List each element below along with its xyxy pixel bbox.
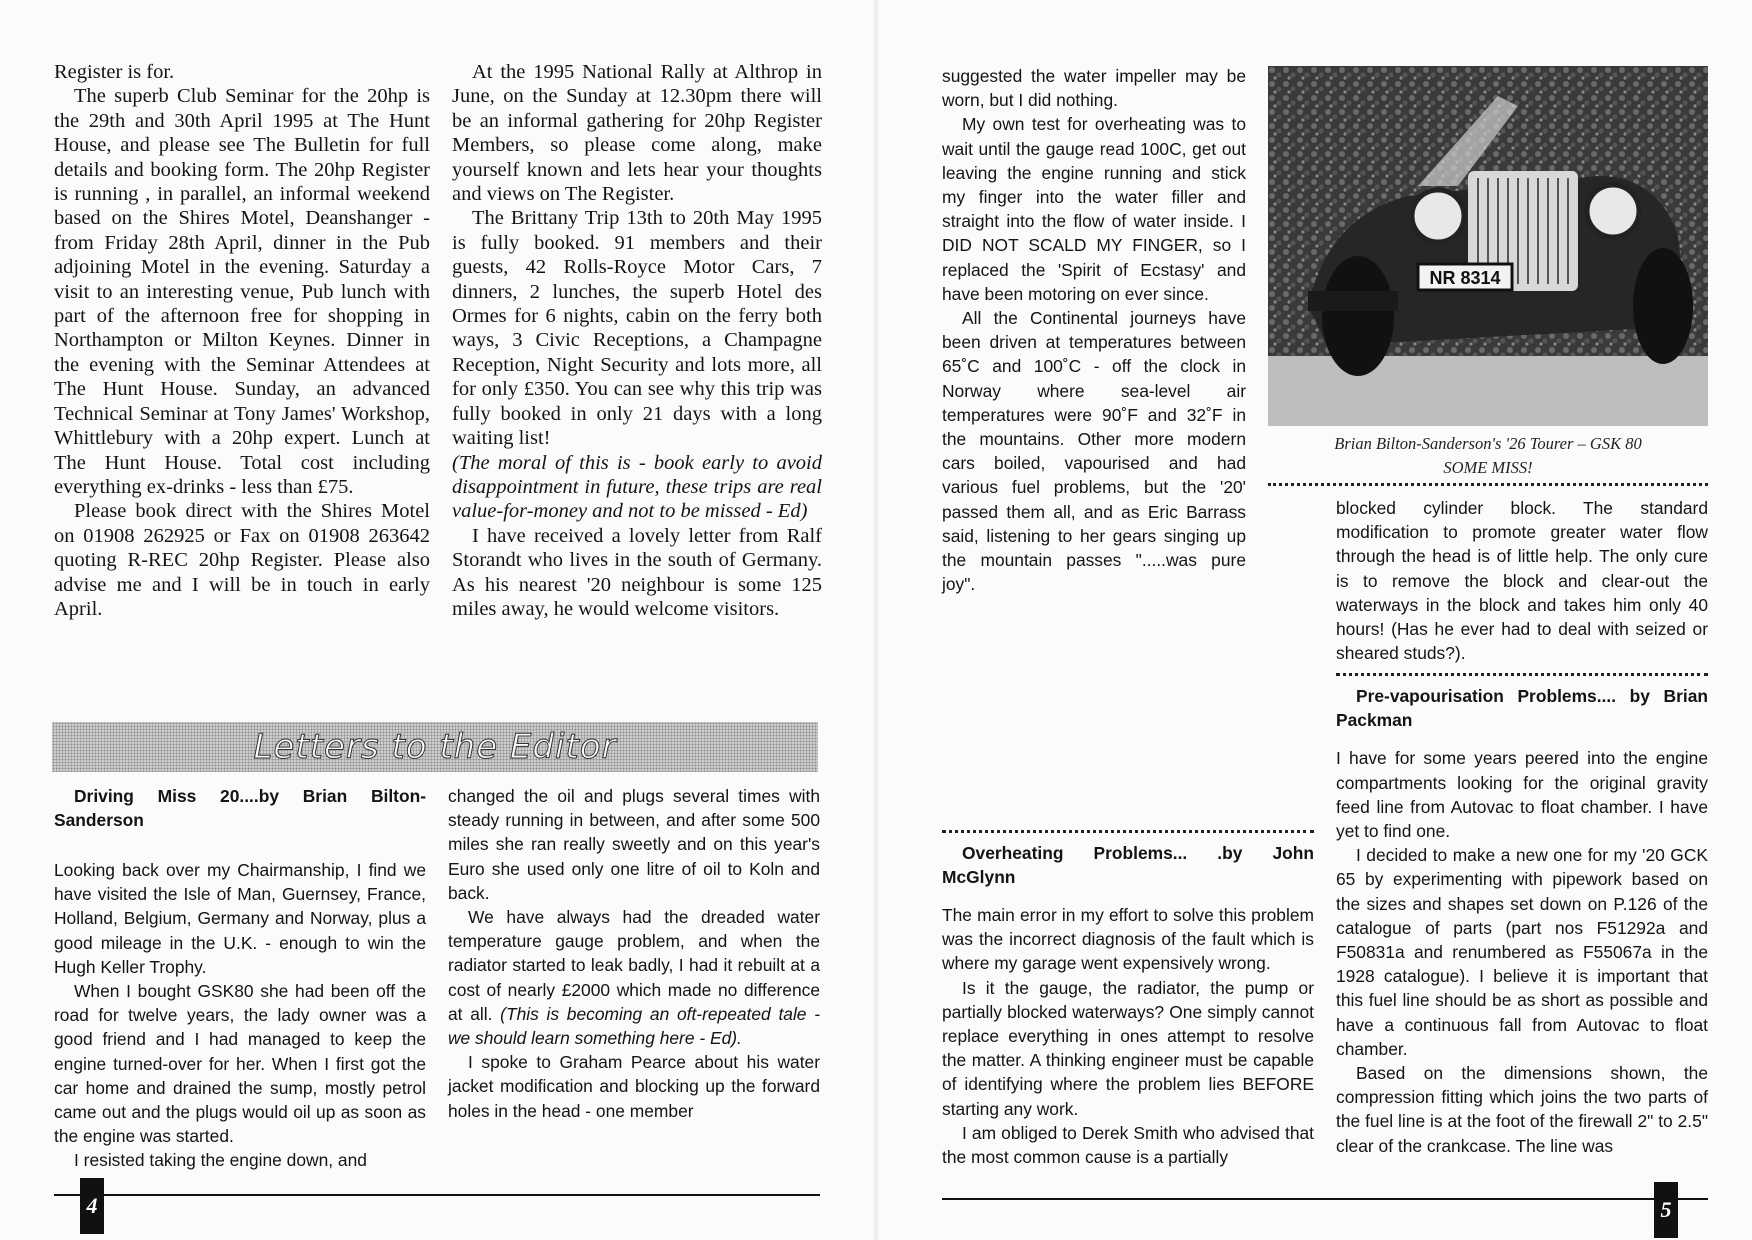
letter-heading: Overheating Problems... .by John McGlynn	[942, 843, 1314, 887]
number-plate: NR 8314	[1429, 268, 1501, 288]
paragraph: When I bought GSK80 she had been off the road for twelve years, the lady owner was a good friend and I had managed to keep the engine turned-over for her. When I first got the car home and drained the sump, mostly petrol came out and the plugs would oil up as soon as the engine was started.	[54, 981, 426, 1147]
section-banner	[52, 722, 818, 772]
paragraph: Please book direct with the Shires Motel on 01908 262925 or Fax on 01908 263642 quoting R-REC 20hp Register. Please also advise me and I will be in touch in early April.	[54, 500, 430, 620]
paragraph: My own test for overheating was to wait until the gauge read 100C, get out leaving the engine running and stick my finger into the water filler and straight into the flow of water inside. I DID NOT SCALD MY FINGER, so I replaced the 'Spirit of Ecstasy' and have been motoring on ever since.	[942, 114, 1246, 304]
paragraph: At the 1995 National Rally at Althrop in June, on the Sunday at 12.30pm there will be an informal gathering for 20hp Register Members, so please come along, make yourself known and lets hear your thoughts and views on The Register.	[452, 61, 822, 206]
paragraph: The main error in my effort to solve this problem was the incorrect diagnosis of the fault which is where my garage went expensively wrong.	[942, 905, 1314, 974]
paragraph: suggested the water impeller may be worn, but I did nothing.	[942, 66, 1246, 111]
divider	[942, 830, 1314, 833]
paragraph: Based on the dimensions shown, the compression fitting which joins the two parts of the fuel line is at the foot of the firewall 2" to 2.5" clear of the crankcase. The line was	[1336, 1063, 1708, 1156]
car-photo-image	[1268, 66, 1708, 426]
paragraph: I decided to make a new one for my '20 GCK 65 by experimenting with pipework based on the sizes and shapes set down on P.126 of the catalogue of parts (part nos F51292a and F50831a and renumbered as F55067a in the 1928 catalogue). I believe it is important that this fuel line should be as short as possible and have a continuous fall from Autovac to float chamber.	[1336, 845, 1708, 1059]
banner-title: Letters to the Editor	[253, 727, 617, 767]
editor-note: (This is becoming an oft-repeated tale - we should learn something here - Ed).	[448, 1003, 820, 1049]
caption-line-1: Brian Bilton-Sanderson's '26 Tourer – GSK 80	[1334, 434, 1642, 453]
page-number-5: 5	[1654, 1182, 1678, 1238]
paragraph: blocked cylinder block. The standard modification to promote greater water flow through the head is of little help. The only cure is to remove the block and clear-out the waterways in the block and takes him only 40 hours! (Has he ever had to deal with seized or sheared studs?).	[1336, 498, 1708, 664]
letter-heading: Pre-vapourisation Problems.... by Brian Packman	[1336, 686, 1708, 731]
paragraph: I have for some years peered into the engine compartments looking for the original gravity feed line from Autovac to float chamber. I have yet to find one.	[1336, 748, 1708, 842]
page4-letters-column-1	[54, 784, 426, 1171]
paragraph: The Brittany Trip 13th to 20th May 1995 is fully booked. 91 members and their guests, 42 Rolls-Royce Motor Cars, 7 dinners, 2 lunches, the superb Hotel des Ormes for 6 nights, cabin on the ferry both ways, 3 Civic Receptions, a Champagne Reception, Night Security and lots more, all for only £350. You can see why this trip was fully booked in only 21 days with a long waiting list!	[452, 207, 822, 450]
paragraph: Looking back over my Chairmanship, I find we have visited the Isle of Man, Guernsey, France, Holland, Belgium, Germany and Norway, plus a good mileage in the U.K. - enough to win the Hugh Keller Trophy.	[54, 860, 426, 977]
paragraph: All the Continental journeys have been driven at temperatures between 65˚C and 100˚C - off the clock in Norway where sea-level air temperatures were 90˚F and 32˚F in the mountains. Other more modern cars boiled, vapourised and had various fuel problems, but the '20' passed them all, and as Eric Barrass said, listening to her gears singing up the mountain passes ".....was pure joy".	[942, 308, 1246, 595]
page4-footer-rule	[54, 1194, 820, 1196]
paragraph	[448, 905, 820, 1050]
page4-column-2	[452, 60, 822, 700]
page5-column-1-bottom	[942, 496, 1314, 1166]
caption-line-2: SOME MISS!	[1443, 458, 1533, 477]
paragraph: I am obliged to Derek Smith who advised that the most common cause is a partially	[942, 1122, 1314, 1168]
paragraph: I have received a lovely letter from Ralf Storandt who lives in the south of Germany. As his nearest '20 neighbour is some 125 miles away, he would welcome visitors.	[452, 524, 822, 620]
paragraph: Is it the gauge, the radiator, the pump or partially blocked waterways? One simply cannot replace everything in ones attempt to resolve the matter. A thinking engineer must be capable of identifying where the problem lies BEFORE starting any work.	[942, 977, 1314, 1119]
car-photo	[1268, 66, 1708, 426]
paragraph: changed the oil and plugs several times with steady running in between, and after some 500 miles she ran really sweetly and on this year's Euro she used only one litre of oil to Koln and back.	[448, 786, 820, 903]
paragraph: The superb Club Seminar for the 20hp is the 29th and 30th April 1995 at The Hunt House, and please see The Bulletin for full details and booking form. The 20hp Register is running , in parallel, an informal weekend based on the Shires Motel, Deanshanger - from Friday 28th April, dinner in the Pub adjoining Motel in the evening. Saturday a visit to an interesting venue, Pub lunch with part of the afternoon free for shopping in Northampton or Milton Keynes. Dinner in the evening with the Seminar Attendees at The Hunt House. Sunday, an advanced Technical Seminar at Tony James' Workshop, Whittlebury with a 20hp expert. Lunch at The Hunt House. Total cost including everything ex-drinks - less than £75.	[54, 85, 430, 498]
page4-column-1	[54, 60, 430, 700]
paragraph: I resisted taking the engine down, and	[74, 1150, 367, 1171]
page5-column-2	[1336, 496, 1708, 1166]
paragraph: I spoke to Graham Pearce about his water jacket modification and blocking up the forward holes in the head - one member	[448, 1052, 820, 1121]
divider	[1336, 673, 1708, 676]
paragraph-text: We have always had the dreaded water temperature gauge problem, and when the radiator started to leak badly, I had it rebuilt at a cost of nearly £2000 which made no difference at all.	[448, 907, 820, 1024]
page-number-4: 4	[80, 1178, 104, 1234]
page-fold	[873, 0, 879, 1240]
letter-heading: Driving Miss 20....by Brian Bilton-Sanderson	[54, 786, 426, 830]
page5-column-1-top	[942, 64, 1246, 595]
editor-note: (The moral of this is - book early to avoid disappointment in future, these trips are real value-for-money and not to be missed - Ed)	[452, 451, 822, 523]
caption-divider	[1268, 483, 1708, 486]
paragraph: Register is for.	[54, 61, 175, 83]
page5-footer-rule	[942, 1198, 1708, 1200]
page4-letters-column-2	[448, 784, 820, 1154]
photo-caption	[1268, 432, 1708, 480]
